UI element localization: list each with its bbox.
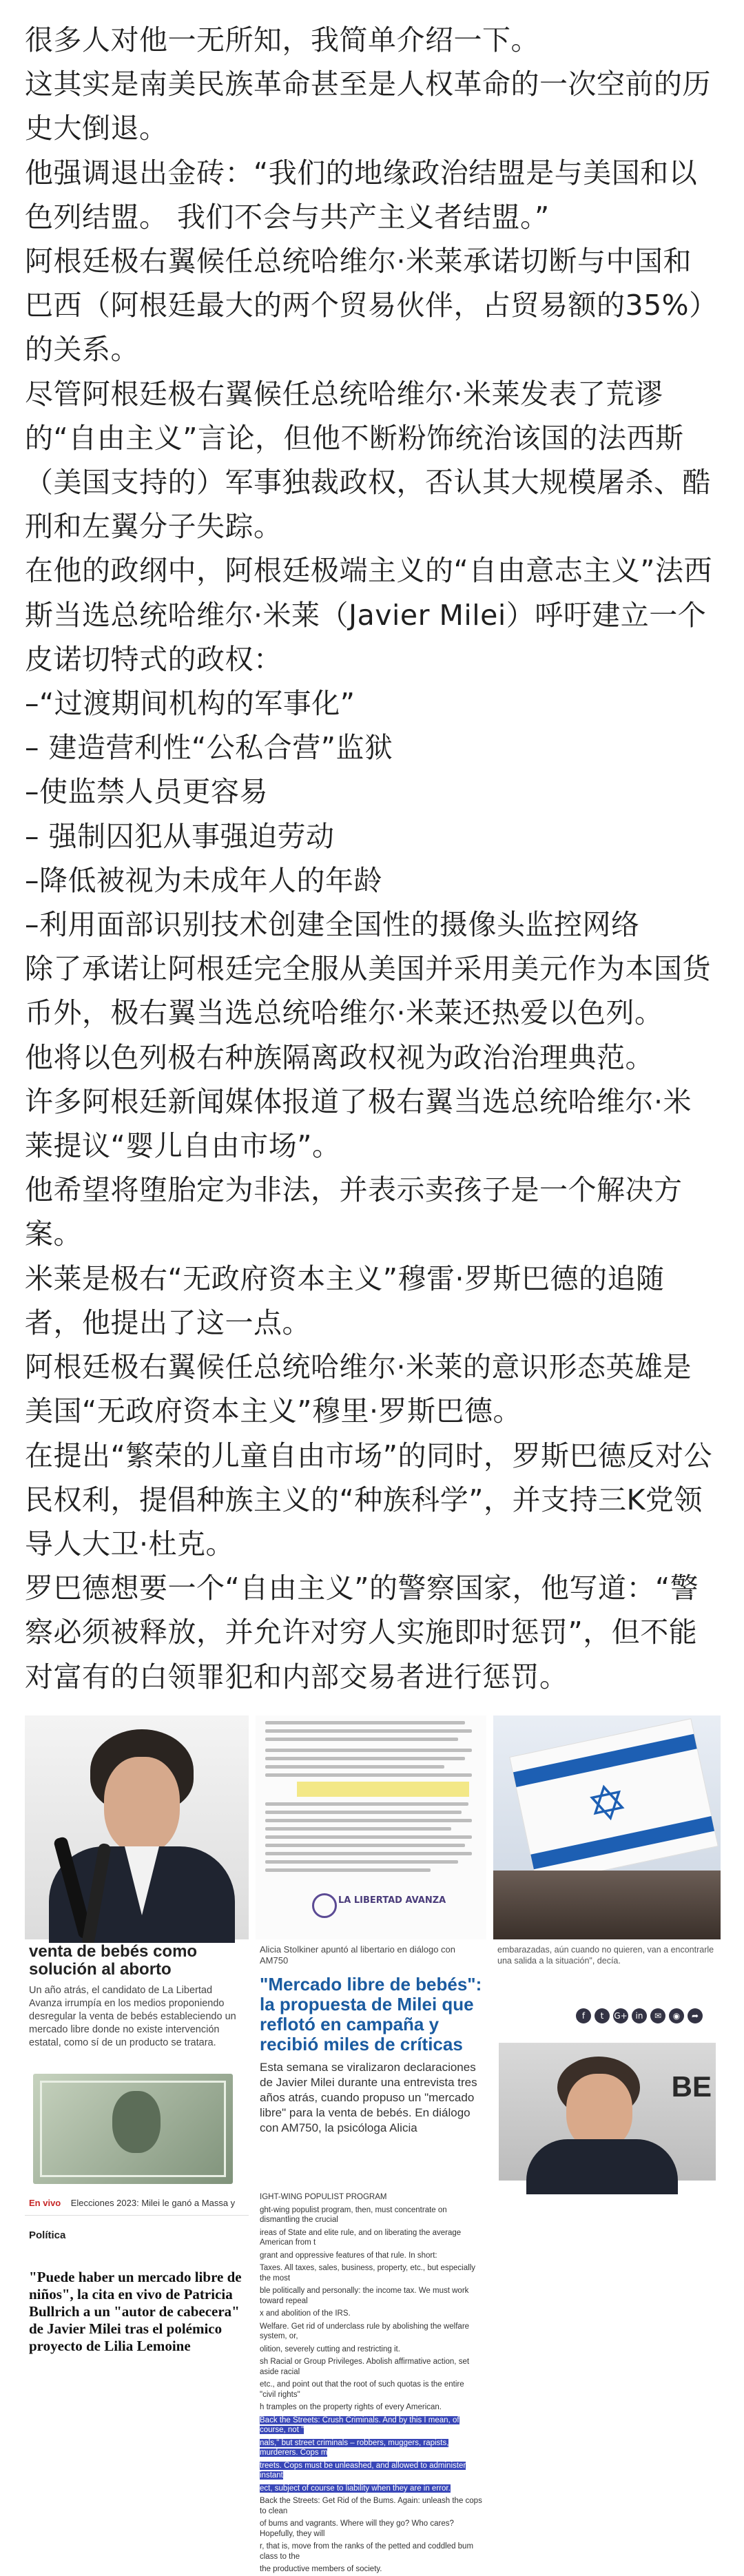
program-line	[256, 2460, 486, 2482]
news-clipping-stolkiner[interactable]	[256, 1943, 486, 2187]
live-badge: En vivo	[29, 2198, 61, 2208]
doc-line	[265, 1844, 465, 1847]
program-line: ght-wing populist program, then, must concentrate on dismantling the crucial	[260, 2205, 447, 2224]
facebook-icon[interactable]: f	[576, 2008, 591, 2023]
share-bar	[576, 2008, 703, 2023]
highlighted-text: nals," but street criminals – robbers, muggers, rapists, murderers. Cops m	[260, 2438, 449, 2457]
image-collage[interactable]	[25, 1715, 721, 2573]
photo-israeli-flag-rally[interactable]	[493, 1715, 721, 1939]
program-line: h tramples on the property rights of every American.	[260, 2403, 442, 2411]
doc-line	[265, 1721, 465, 1724]
program-line: olition, severely cutting and restricting it.	[260, 2345, 400, 2353]
paragraph: 许多阿根廷新闻媒体报道了极右翼当选总统哈维尔·米莱提议“婴儿自由市场”。	[25, 1084, 692, 1163]
photo-crowd	[493, 1871, 721, 1939]
doc-line	[265, 1773, 472, 1777]
document-populist-program[interactable]	[256, 2191, 486, 2573]
paragraph: 这其实是南美民族革命甚至是人权革命的一次空前的历史大倒退。	[25, 68, 711, 145]
party-logo-icon	[312, 1893, 337, 1918]
highlighted-text: treets. Cops must be unleashed, and allowed to administer instant	[260, 2461, 466, 2480]
doc-line	[265, 1729, 472, 1733]
paragraph: 尽管阿根廷极右翼候任总统哈维尔·米莱发表了荒谬的“自由主义”言论，但他不断粉饰统治该国的法西斯（美国支持的）军事独裁政权，否认其大规模屠杀、酷刑和左翼分子失踪。	[25, 377, 711, 544]
star-of-david-icon: ✡	[581, 1771, 633, 1836]
news-clipping-share[interactable]	[493, 1943, 721, 2187]
live-bar-text: Elecciones 2023: Milei le ganó a Massa y	[70, 2198, 236, 2208]
clipping-headline: "Mercado libre de bebés": la propuesta de Milei que reflotó en campaña y recibió miles de críticas	[260, 1974, 482, 2054]
paragraph: 他希望将堕胎定为非法，并表示卖孩子是一个解决方案。	[25, 1173, 683, 1251]
paragraph: 阿根廷极右翼候任总统哈维尔·米莱的意识形态英雄是美国“无政府资本主义”穆里·罗斯巴德。	[25, 1350, 692, 1428]
photo-face	[566, 2074, 632, 2150]
doc-line	[265, 1868, 431, 1872]
paragraph: 在他的政纲中，阿根廷极端主义的“自由意志主义”法西斯当选总统哈维尔·米莱（Javier Milei）呼吁建立一个皮诺切特式的政权：	[25, 554, 712, 676]
doc-line	[265, 1749, 472, 1752]
program-line: r, that is, move from the ranks of the petted and coddled bum class to the	[260, 2542, 474, 2561]
program-line: sh Racial or Group Privileges. Abolish affirmative action, set aside racial	[260, 2358, 470, 2376]
clipping-headline: "Puede haber un mercado libre de niños", la cita en vivo de Patricia Bullrich a un "autor de cabecera" de Javier Milei tras el polémico proyecto de Lilia Lemoine	[29, 2269, 242, 2354]
program-line: the productive members of society.	[260, 2565, 382, 2573]
paragraph: 罗巴德想要一个“自由主义”的警察国家，他写道：“警察必须被释放，并允许对穷人实施即时惩罚”，但不能对富有的白领罪犯和内部交易者进行惩罚。	[25, 1572, 699, 1693]
paragraph: 在提出“繁荣的儿童自由市场”的同时，罗斯巴德反对公民权利，提倡种族主义的“种族科学”，并支持三K党领导人大卫·杜克。	[25, 1439, 712, 1560]
photo-suit	[526, 2139, 678, 2194]
doc-line	[265, 1757, 465, 1760]
share-icon[interactable]: ➦	[688, 2008, 703, 2023]
list-item: – 建造营利性“公私合营”监狱	[25, 731, 393, 765]
banknote-portrait	[112, 2091, 161, 2153]
doc-line	[265, 1802, 468, 1806]
program-line: grant and oppressive features of that rule. In short:	[260, 2251, 437, 2260]
program-line: of bums and vagrants. Where will they go? Who cares? Hopefully, they will	[260, 2520, 454, 2538]
paragraph: 他强调退出金砖：“我们的地缘政治结盟是与美国和以色列结盟。 我们不会与共产主义者结盟。”	[25, 156, 698, 234]
list-item: – 强制囚犯从事强迫劳动	[25, 819, 335, 853]
party-logo-text: LA LIBERTAD AVANZA	[338, 1895, 446, 1906]
program-line: IGHT-WING POPULIST PROGRAM	[260, 2193, 387, 2201]
doc-line	[265, 1765, 444, 1769]
clipping-kicker: Alicia Stolkiner apuntó al libertario en diálogo con AM750	[260, 1944, 456, 1966]
clipping-text: Un año atrás, el candidato de La Libertad Avanza irrumpía en los medios proponiendo desregular la venta de bebés estableciendo un mercado libre donde no existe intervención estatal, como sí de un producto se tratara.	[29, 1985, 236, 2048]
paragraph: 很多人对他一无所知，我简单介绍一下。	[25, 23, 539, 56]
program-line	[256, 2482, 486, 2495]
twitter-icon[interactable]: t	[595, 2008, 610, 2023]
program-line: Welfare. Get rid of underclass rule by abolishing the welfare system, or,	[260, 2322, 470, 2340]
clipping-headline: venta de bebés como solución al aborto	[29, 1942, 198, 1979]
live-bar	[25, 2191, 249, 2216]
paragraph: 除了承诺让阿根廷完全服从美国并采用美元作为本国货币外，极右翼当选总统哈维尔·米莱还热爱以色列。	[25, 952, 711, 1030]
photo-banknote-collage	[33, 2074, 233, 2184]
news-clipping-baby-market[interactable]	[25, 1943, 249, 2187]
list-item: –“过渡期间机构的军事化”	[25, 687, 355, 721]
program-line: ble politically and personally: the income tax. We must work toward repeal	[260, 2287, 469, 2305]
doc-line	[265, 1738, 458, 1741]
linkedin-icon[interactable]: in	[632, 2008, 647, 2023]
list-item: –利用面部识别技术创建全国性的摄像头监控网络	[25, 908, 640, 942]
clipping-text: Esta semana se viralizaron declaraciones de Javier Milei durante una entrevista tres años atrás, cuando propuso un "mercado libre" para la venta de bebés. En diálogo con AM750, la psicóloga Alicia	[260, 2061, 477, 2134]
doc-highlight	[297, 1782, 469, 1797]
background-sign-text: BE	[671, 2070, 712, 2103]
photo-smiling-man	[499, 2043, 716, 2181]
whatsapp-icon[interactable]: ◉	[669, 2008, 684, 2023]
program-line: ireas of State and elite rule, and on liberating the average American from t	[260, 2228, 462, 2247]
program-line: Back the Streets: Get Rid of the Bums. Again: unleash the cops to clean	[260, 2497, 482, 2515]
program-line	[256, 2437, 486, 2460]
doc-line	[265, 1827, 451, 1831]
doc-line	[265, 1860, 458, 1864]
paragraph: 阿根廷极右翼候任总统哈维尔·米莱承诺切断与中国和巴西（阿根廷最大的两个贸易伙伴，占贸易额的35%）的关系。	[25, 245, 718, 367]
google-plus-icon[interactable]: G+	[613, 2008, 628, 2023]
email-icon[interactable]: ✉	[650, 2008, 665, 2023]
photo-face	[104, 1757, 180, 1853]
news-clipping-bullrich[interactable]	[25, 2191, 249, 2419]
section-label: Política	[29, 2229, 66, 2241]
list-item: –降低被视为未成年人的年龄	[25, 863, 382, 897]
doc-line	[265, 1835, 472, 1839]
doc-line	[265, 1811, 462, 1814]
highlighted-text: Back the Streets: Crush Criminals. And by this I mean, of course, not "	[260, 2415, 459, 2434]
paragraph: 米莱是极右“无政府资本主义”穆雷·罗斯巴德的追随者，他提出了这一点。	[25, 1261, 665, 1339]
list-item: –使监禁人员更容易	[25, 775, 268, 809]
program-line	[256, 2414, 486, 2437]
program-line: x and abolition of the IRS.	[260, 2309, 351, 2318]
photo-speaker-at-microphones[interactable]	[25, 1715, 249, 1939]
program-line: etc., and point out that the root of such quotas is the entire "civil rights"	[260, 2380, 464, 2399]
highlighted-text: ect, subject of course to liability when they are in error.	[260, 2484, 451, 2493]
doc-line	[265, 1852, 472, 1855]
program-line: Taxes. All taxes, sales, business, property, etc., but especially the most	[260, 2264, 475, 2283]
paragraph: 他将以色列极右种族隔离政权视为政治治理典范。	[25, 1040, 654, 1074]
doc-line	[265, 1819, 472, 1822]
clipping-text: embarazadas, aún cuando no quieren, van a encontrarle una salida a la situación", decía.	[497, 1945, 714, 1966]
document-scan[interactable]	[256, 1715, 486, 1939]
